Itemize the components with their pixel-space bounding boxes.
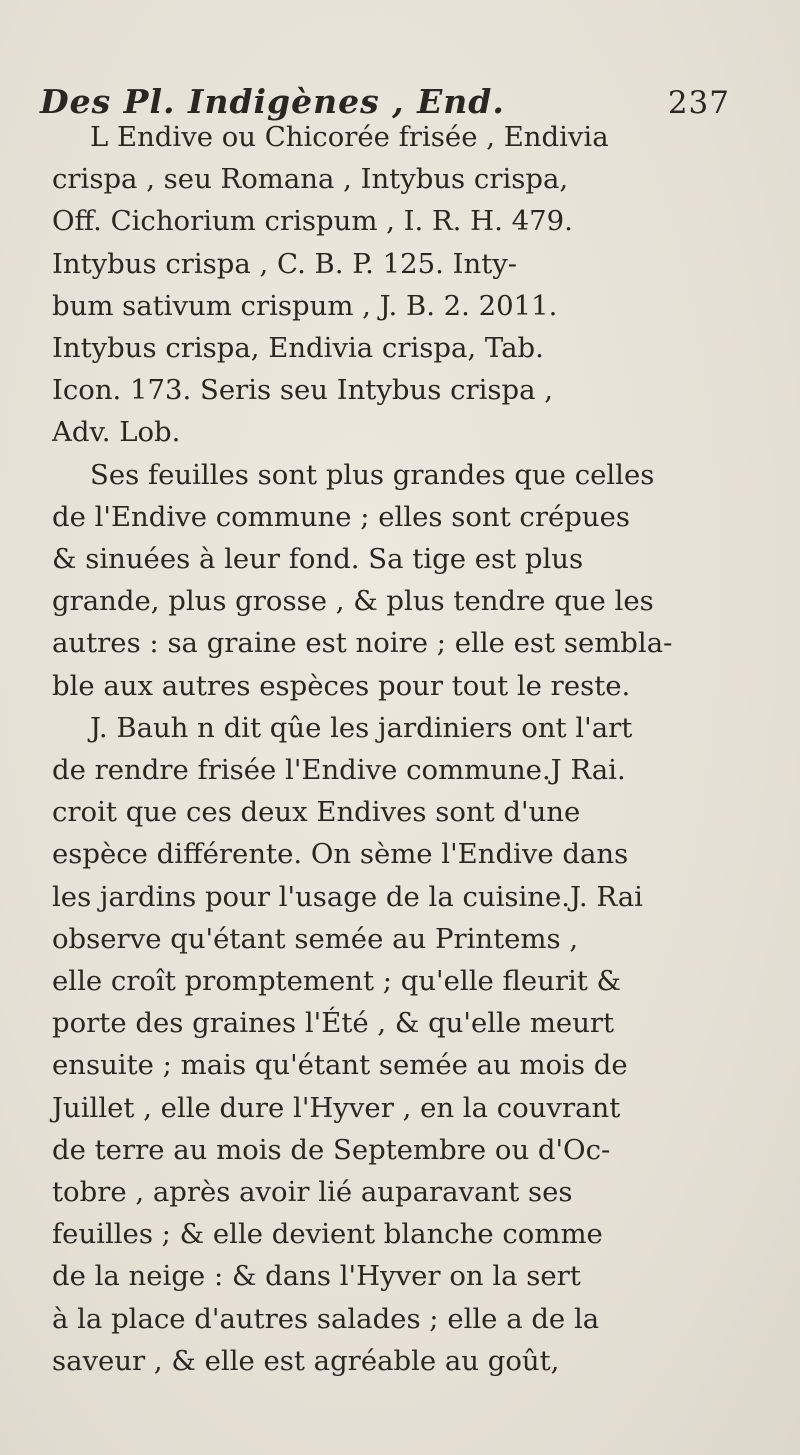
text-line: Ses feuilles sont plus grandes que celles (90, 458, 655, 491)
text-line: les jardins pour l'usage de la cuisine.J. Rai (52, 880, 643, 913)
text-line: saveur , & elle est agréable au goût, (52, 1344, 560, 1377)
running-title: Des Pl. Indigènes , End. (40, 82, 505, 121)
text-line: crispa , seu Romana , Intybus crispa, (52, 163, 569, 196)
text-line: autres : sa graine est noire ; elle est sembla- (52, 627, 673, 660)
body-text (52, 116, 744, 1382)
text-line: observe qu'étant semée au Printems , (52, 922, 579, 955)
text-line: de terre au mois de Septembre ou d'Oc- (52, 1133, 611, 1166)
text-line: à la place d'autres salades ; elle a de la (52, 1302, 600, 1335)
text-line: feuilles ; & elle devient blanche comme (52, 1218, 603, 1251)
page-number: 237 (667, 85, 730, 121)
text-line: Off. Cichorium crispum , I. R. H. 479. (52, 205, 573, 238)
text-line: Intybus crispa, Endivia crispa, Tab. (52, 332, 544, 365)
text-line: L Endive ou Chicorée frisée , Endivia (90, 121, 609, 153)
text-line: de l'Endive commune ; elles sont crépues (52, 500, 630, 533)
text-line: ensuite ; mais qu'étant semée au mois de (52, 1049, 628, 1082)
text-line: tobre , après avoir lié auparavant ses (52, 1176, 573, 1209)
text-line: bum sativum crispum , J. B. 2. 2011. (52, 289, 558, 322)
text-line: Intybus crispa , C. B. P. 125. Inty- (52, 247, 518, 280)
text-line: Icon. 173. Seris seu Intybus crispa , (52, 374, 554, 407)
text-line: espèce différente. On sème l'Endive dans (52, 838, 629, 871)
text-line: porte des graines l'Été , & qu'elle meurt (52, 1007, 615, 1040)
text-line: de rendre frisée l'Endive commune.J Rai. (52, 754, 626, 787)
text-line: Juillet , elle dure l'Hyver , en la couvrant (52, 1091, 621, 1124)
text-line: de la neige : & dans l'Hyver on la sert (52, 1260, 581, 1293)
text-line: croit que ces deux Endives sont d'une (52, 796, 581, 829)
text-line: ble aux autres espèces pour tout le reste. (52, 669, 631, 702)
text-line: elle croît promptement ; qu'elle fleurit & (52, 965, 622, 998)
text-line: Adv. Lob. (52, 416, 181, 449)
text-line: & sinuées à leur fond. Sa tige est plus (52, 543, 584, 576)
text-line: grande, plus grosse , & plus tendre que les (52, 585, 654, 618)
text-line: J. Bauh n dit qûe les jardiniers ont l'art (90, 711, 633, 744)
